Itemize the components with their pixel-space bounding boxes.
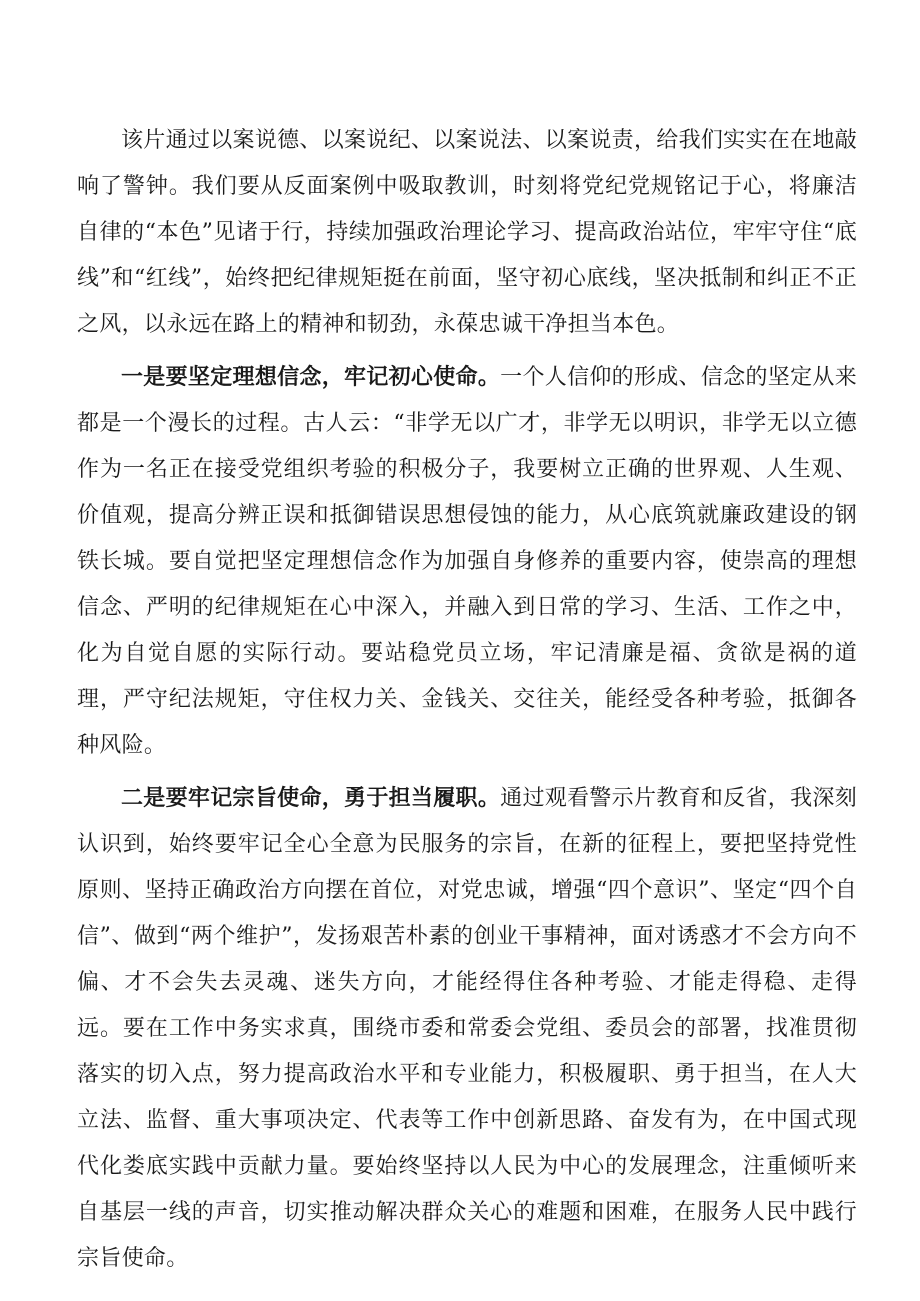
paragraph-point-two — [77, 775, 857, 1282]
paragraph-text: 通过观看警示片教育和反省，我深刻认识到，始终要牢记全心全意为民服务的宗旨，在新的征程上，要把坚持党性原则、坚持正确政治方向摆在首位，对党忠诚，增强“四个意识”、坚定“四个自信”、做到“两个维护”，发扬艰苦朴素的创业干事精神，面对诱惑才不会方向不偏、才不会失去灵魂、迷失方向，才能经得住各种考验、才能走得稳、走得远。要在工作中务实求真，围绕市委和常委会党组、委员会的部署，找准贯彻落实的切入点，努力提高政治水平和专业能力，积极履职、勇于担当，在人大立法、监督、重大事项决定、代表等工作中创新思路、奋发有为，在中国式现代化娄底实践中贡献力量。要始终坚持以人民为中心的发展理念，注重倾听来自基层一线的声音，切实推动解决群众关心的难题和困难，在服务人民中践行宗旨使命。 — [77, 786, 857, 1271]
document-body — [77, 117, 857, 1282]
paragraph-intro — [77, 117, 857, 348]
paragraph-point-one — [77, 354, 857, 769]
paragraph-text: 该片通过以案说德、以案说纪、以案说法、以案说责，给我们实实在在地敲响了警钟。我们要从反面案例中吸取教训，时刻将党纪党规铭记于心，将廉洁自律的“本色”见诸于行，持续加强政治理论学习、提高政治站位，牢牢守住“底线”和“红线”，始终把纪律规矩挺在前面，坚守初心底线，坚决抵制和纠正不正之风，以永远在路上的精神和韧劲，永葆忠诚干净担当本色。 — [77, 128, 857, 337]
paragraph-text: 一个人信仰的形成、信念的坚定从来都是一个漫长的过程。古人云：“非学无以广才，非学无以明识，非学无以立德作为一名正在接受党组织考验的积极分子，我要树立正确的世界观、人生观、价值观，提高分辨正误和抵御错误思想侵蚀的能力，从心底筑就廉政建设的钢铁长城。要自觉把坚定理想信念作为加强自身修养的重要内容，使崇高的理想信念、严明的纪律规矩在心中深入，并融入到日常的学习、生活、工作之中，化为自觉自愿的实际行动。要站稳党员立场，牢记清廉是福、贪欲是祸的道理，严守纪法规矩，守住权力关、金钱关、交往关，能经受各种考验，抵御各种风险。 — [77, 365, 857, 758]
paragraph-lead: 二是要牢记宗旨使命，勇于担当履职。 — [121, 785, 501, 811]
paragraph-lead: 一是要坚定理想信念，牢记初心使命。 — [121, 364, 501, 390]
